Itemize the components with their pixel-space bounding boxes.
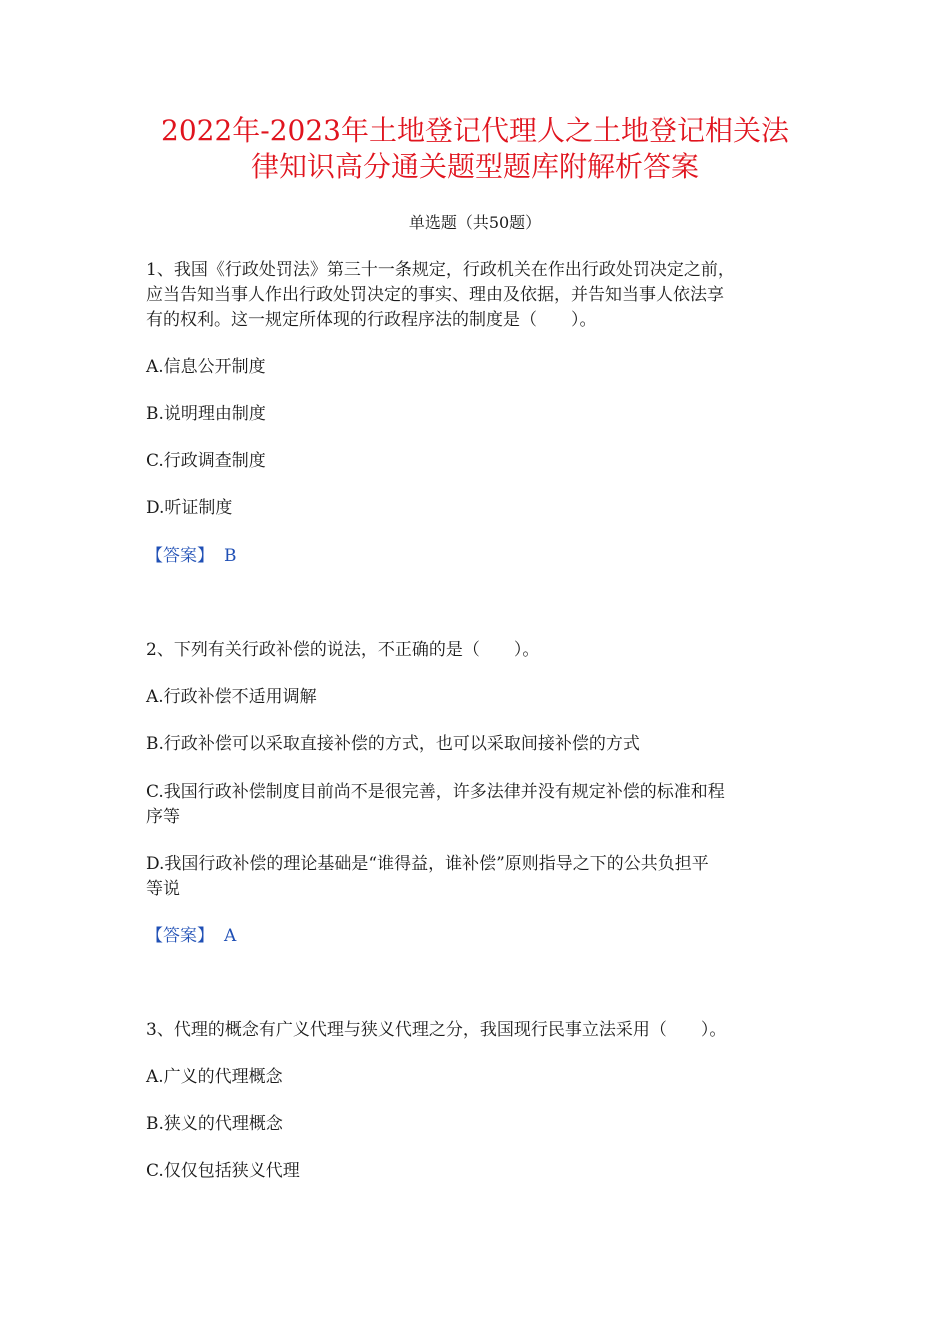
question-2-option-d-line-1: D.我国行政补偿的理论基础是“谁得益，谁补偿”原则指导之下的公共负担平 — [146, 854, 709, 874]
question-3-option-c: C.仅仅包括狭义代理 — [146, 1161, 300, 1181]
question-2-option-b: B.行政补偿可以采取直接补偿的方式，也可以采取间接补偿的方式 — [146, 734, 640, 754]
question-2-option-a: A.行政补偿不适用调解 — [146, 687, 317, 707]
question-3-stem: 3、代理的概念有广义代理与狭义代理之分，我国现行民事立法采用（ ）。 — [146, 1020, 727, 1040]
question-2-option-c-line-1: C.我国行政补偿制度目前尚不是很完善，许多法律并没有规定补偿的标准和程 — [146, 782, 725, 802]
question-1-answer — [146, 545, 237, 567]
question-1-option-d: D.听证制度 — [146, 498, 233, 518]
question-1-option-c: C.行政调查制度 — [146, 451, 266, 471]
question-2-option-d-line-2: 等说 — [146, 879, 180, 899]
question-1-stem-line-3: 有的权利。这一规定所体现的行政程序法的制度是（ ）。 — [146, 310, 597, 330]
question-2-option-c-line-2: 序等 — [146, 807, 180, 827]
answer-value: A — [224, 926, 237, 946]
question-1-option-b: B.说明理由制度 — [146, 404, 266, 424]
question-3-option-b: B.狭义的代理概念 — [146, 1114, 283, 1134]
question-2-stem: 2、下列有关行政补偿的说法，不正确的是（ ）。 — [146, 640, 540, 660]
question-3-option-a: A.广义的代理概念 — [146, 1067, 283, 1087]
question-1-option-a: A.信息公开制度 — [146, 357, 266, 377]
question-1-stem-line-1: 1、我国《行政处罚法》第三十一条规定，行政机关在作出行政处罚决定之前， — [146, 260, 735, 280]
answer-label: 【答案】 — [146, 926, 214, 946]
question-1-stem-line-2: 应当告知当事人作出行政处罚决定的事实、理由及依据，并告知当事人依法享 — [146, 285, 724, 305]
answer-label: 【答案】 — [146, 546, 214, 566]
document-title-line-2: 律知识高分通关题型题库附解析答案 — [250, 150, 699, 183]
question-2-answer — [146, 925, 236, 947]
document-title-line-1: 2022年-2023年土地登记代理人之土地登记相关法 — [161, 114, 789, 147]
answer-value: B — [224, 546, 237, 566]
section-heading: 单选题（共50题） — [408, 213, 542, 232]
